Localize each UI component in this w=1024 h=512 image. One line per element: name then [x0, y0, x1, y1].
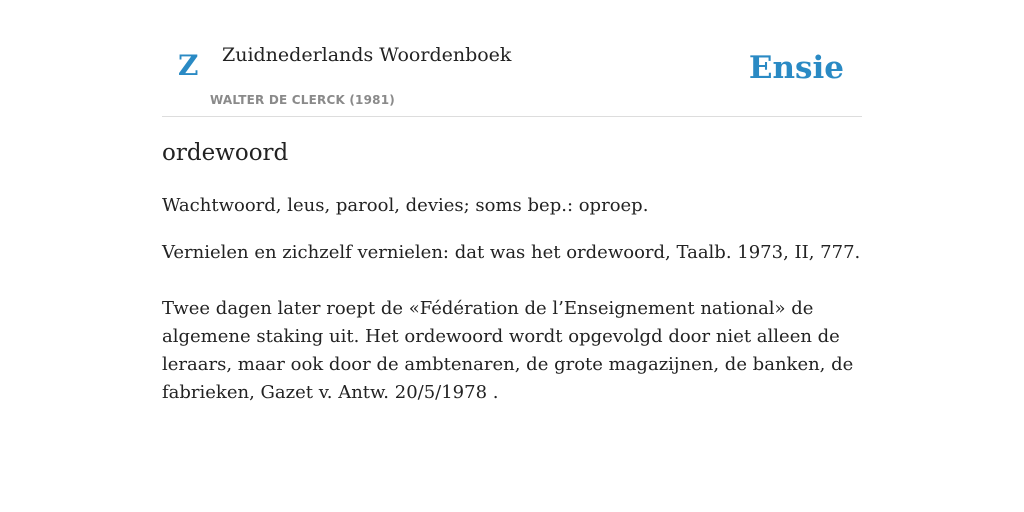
- entry-headword: ordewoord: [162, 140, 289, 166]
- source-title-link[interactable]: Zuidnederlands Woordenboek: [222, 44, 512, 66]
- entry-example: Twee dagen later roept de «Fédération de l’Enseignement national» de algemene staking uit. Het ordewoord wordt opgevolgd door niet alleen de leraars, maar ook door de ambtenaren, de grote magazijnen, de banken, de fabrieken, Gazet v. Antw. 20/5/1978 .: [162, 298, 854, 403]
- source-author: WALTER DE CLERCK (1981): [210, 93, 395, 107]
- entry-definition: Wachtwoord, leus, parool, devies; soms bep.: oproep.: [162, 195, 649, 216]
- header: [162, 0, 862, 117]
- source-logo-icon[interactable]: Z: [178, 49, 199, 82]
- brand-logo-link[interactable]: Ensie: [748, 50, 844, 86]
- entry-example: Vernielen en zichzelf vernielen: dat was het ordewoord, Taalb. 1973, II, 777.: [162, 242, 861, 263]
- page: [162, 0, 862, 403]
